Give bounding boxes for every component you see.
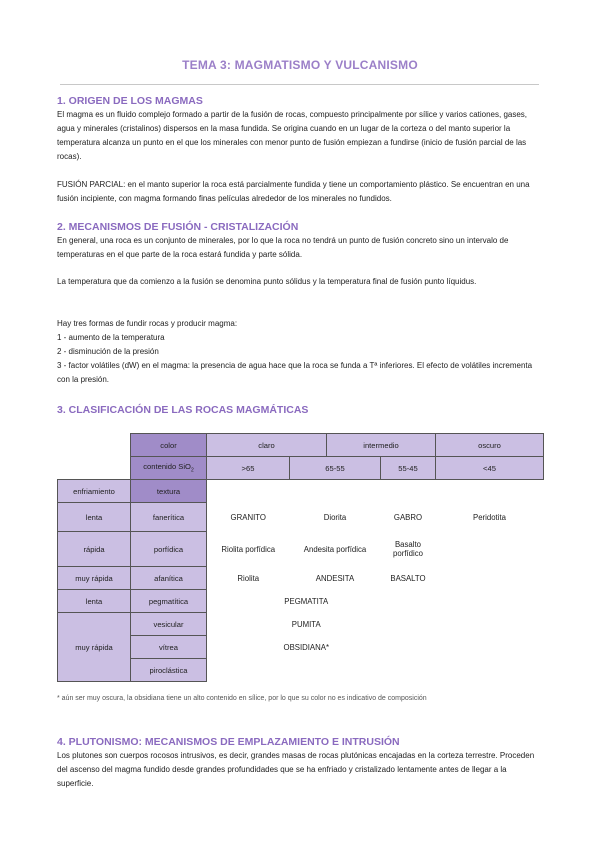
silica-label: contenido SiO$_2$ — [131, 457, 207, 480]
row-1-cooling: lenta — [58, 503, 131, 532]
section-4-heading: 4. PLUTONISMO: MECANISMOS DE EMPLAZAMIENTO E INTRUSIÓN — [57, 736, 400, 748]
silica-3: 55-45 — [381, 457, 436, 480]
section-2-heading: 2. MECANISMOS DE FUSIÓN - CRISTALIZACIÓN — [57, 221, 299, 233]
rock-basalto-porfidico: Basalto porfídico — [381, 532, 436, 567]
rock-andesita: ANDESITA — [290, 567, 381, 590]
color-claro: claro — [207, 434, 327, 457]
section-2-paragraph-2: La temperatura que da comienzo a la fusión se denomina punto sólidus y la temperatura final de fusión punto líquidus. — [57, 277, 477, 286]
row-3-texture: afanítica — [131, 567, 207, 590]
rock-peridotita: Peridotita — [436, 503, 544, 532]
rock-andesita-porfidica: Andesita porfídica — [290, 532, 381, 567]
section-2-paragraph-3: Hay tres formas de fundir rocas y producir magma: — [57, 319, 238, 328]
row-4-texture: pegmatítica — [131, 590, 207, 613]
classification-table — [57, 433, 544, 682]
rock-basalto: BASALTO — [381, 567, 436, 590]
title-divider — [60, 84, 539, 85]
row-5-texture: vesicular — [131, 613, 207, 636]
section-1-paragraph-2: FUSIÓN PARCIAL: en el manto superior la roca está parcialmente fundida y tiene un comportamiento plástico. Se encuentran en una fusión incipiente, con magma formando finas películas alrededor de los minerales no fundidos. — [57, 180, 530, 203]
silica-2: 65-55 — [290, 457, 381, 480]
row-2-cooling: rápida — [58, 532, 131, 567]
rock-riolita: Riolita — [207, 567, 290, 590]
texture-label: textura — [131, 480, 207, 503]
page-title: TEMA 3: MAGMATISMO Y VULCANISMO — [182, 58, 418, 72]
rock-pumita: PUMITA — [207, 613, 436, 636]
section-1-heading: 1. ORIGEN DE LOS MAGMAS — [57, 95, 203, 107]
section-1-paragraph-1: El magma es un fluido complejo formado a partir de la fusión de rocas, compuesto principalmente por sílice y varios cationes, gases, agua y minerales (cristalinos) dispersos en la masa fundida. Se origina cuando en un lugar de la corteza o del manto superior la temperatura alcanza un punto en el que los minerales con menor punto de fusión empiezan a fundirse (inicio de fusión parcial de las rocas). — [57, 110, 528, 161]
rock-diorita: Diorita — [290, 503, 381, 532]
row-3-cooling: muy rápida — [58, 567, 131, 590]
rock-riolita-porfidica: Riolita porfídica — [207, 532, 290, 567]
table-footnote: * aún ser muy oscura, la obsidiana tiene un alto contenido en sílice, por lo que su color no es indicativo de composición — [57, 695, 427, 702]
row-7-texture: piroclástica — [131, 659, 207, 682]
section-4-paragraph-1: Los plutones son cuerpos rocosos intrusivos, es decir, grandes masas de rocas plutónicas encajadas en la corteza terrestre. Proceden del ascenso del magma fundido desde grandes profundidades que se ha enfriado y cristalizado lentamente antes de llegar a la superficie. — [57, 751, 535, 788]
section-2-list-item-1: 1 - aumento de la temperatura — [57, 333, 165, 342]
silica-1: >65 — [207, 457, 290, 480]
color-label: color — [131, 434, 207, 457]
color-oscuro: oscuro — [436, 434, 544, 457]
row-4-cooling: lenta — [58, 590, 131, 613]
cooling-label: enfriamiento — [58, 480, 131, 503]
section-2-paragraph-1: En general, una roca es un conjunto de minerales, por lo que la roca no tendrá un punto de fusión concreto sino un intervalo de temperaturas en el que parte de la roca estará fundida y parte sólida. — [57, 236, 509, 259]
row-2-texture: porfídica — [131, 532, 207, 567]
rock-pegmatita: PEGMATITA — [207, 590, 436, 613]
section-2-list-item-3: 3 - factor volátiles (dW) en el magma: la presencia de agua hace que la roca se funda a Tª inferiores. El efecto de volátiles incrementa con la presión. — [57, 361, 533, 384]
rock-gabro: GABRO — [381, 503, 436, 532]
row-6-texture: vítrea — [131, 636, 207, 659]
section-2-list-item-2: 2 - disminución de la presión — [57, 347, 159, 356]
rock-obsidiana: OBSIDIANA* — [207, 636, 436, 659]
rock-granito: GRANITO — [207, 503, 290, 532]
row-5-cooling: muy rápida — [58, 613, 131, 682]
color-intermedio: intermedio — [327, 434, 436, 457]
row-1-texture: fanerítica — [131, 503, 207, 532]
silica-4: <45 — [436, 457, 544, 480]
section-3-heading: 3. CLASIFICACIÓN DE LAS ROCAS MAGMÁTICAS — [57, 404, 309, 416]
